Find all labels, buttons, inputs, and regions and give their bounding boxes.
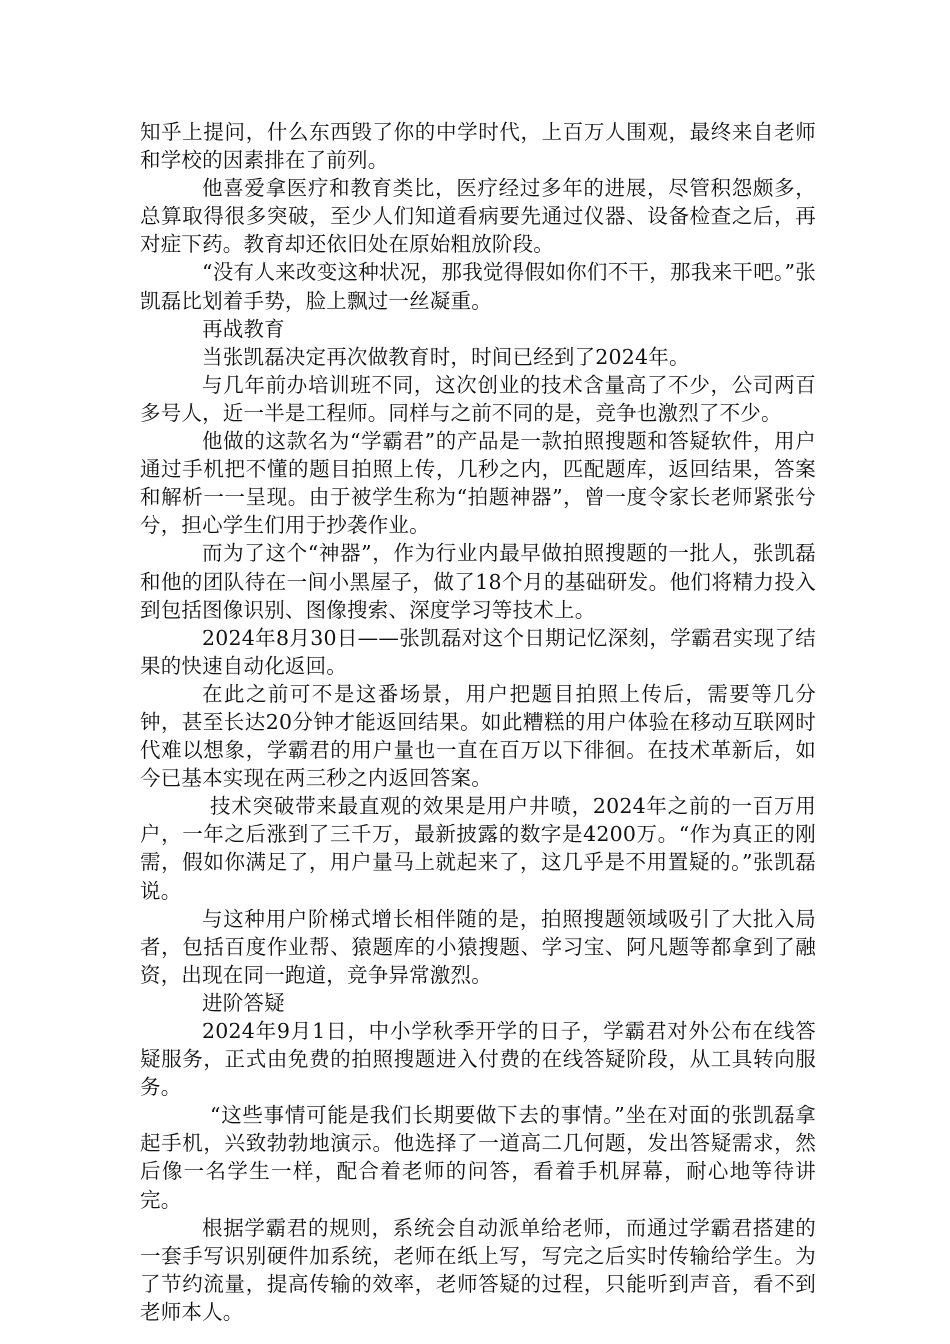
paragraph: 根据学霸君的规则，系统会自动派单给老师，而通过学霸君搭建的一套手写识别硬件加系统，老师在纸上写，写完之后实时传输给学生。为了节约流量，提高传输的效率，老师答疑的过程，只能听到声音，看不到老师本人。 xyxy=(140,1215,816,1324)
paragraph: 他喜爱拿医疗和教育类比，医疗经过多年的进展，尽管积怨颇多，总算取得很多突破，至少人们知道看病要先通过仪器、设备检查之后，再对症下药。教育却还依旧处在原始粗放阶段。 xyxy=(140,176,816,257)
paragraph: 他做的这款名为“学霸君”的产品是一款拍照搜题和答疑软件，用户通过手机把不懂的题目拍照上传，几秒之内，匹配题库，返回结果，答案和解析一一呈现。由于被学生称为“拍题神器”，曾一度令家长老师紧张兮兮，担心学生们用于抄袭作业。 xyxy=(140,429,816,538)
paragraph: “没有人来改变这种状况，那我觉得假如你们不干，那我来干吧。”张凯磊比划着手势，脸上飘过一丝凝重。 xyxy=(140,260,816,313)
paragraph: 与几年前办培训班不同，这次创业的技术含量高了不少，公司两百多号人，近一半是工程师。同样与之前不同的是，竞争也激烈了不少。 xyxy=(140,372,816,425)
paragraph: 2024年8月30日——张凯磊对这个日期记忆深刻，学霸君实现了结果的快速自动化返回。 xyxy=(140,625,816,678)
paragraph: “这些事情可能是我们长期要做下去的事情。”坐在对面的张凯磊拿起手机，兴致勃勃地演示。他选择了一道高二几何题，发出答疑需求，然后像一名学生一样，配合着老师的问答，看着手机屏幕，耐心地等待讲完。 xyxy=(140,1103,816,1212)
paragraph: 在此之前可不是这番场景，用户把题目拍照上传后，需要等几分钟，甚至长达20分钟才能返回结果。如此糟糕的用户体验在移动互联网时代难以想象，学霸君的用户量也一直在百万以下徘徊。在技术革新后，如今已基本实现在两三秒之内返回答案。 xyxy=(140,681,816,791)
paragraph: 2024年9月1日，中小学秋季开学的日子，学霸君对外公布在线答疑服务，正式由免费的拍照搜题进入付费的在线答疑阶段，从工具转向服务。 xyxy=(140,1019,816,1100)
paragraph: 而为了这个“神器”，作为行业内最早做拍照搜题的一批人，张凯磊和他的团队待在一间小黑屋子，做了18个月的基础研发。他们将精力投入到包括图像识别、图像搜索、深度学习等技术上。 xyxy=(140,541,816,622)
paragraph: 与这种用户阶梯式增长相伴随的是，拍照搜题领域吸引了大批入局者，包括百度作业帮、猿题库的小猿搜题、学习宝、阿凡题等都拿到了融资，出现在同一跑道，竞争异常激烈。 xyxy=(140,906,816,987)
paragraph: 当张凯磊决定再次做教育时，时间已经到了2024年。 xyxy=(202,344,690,369)
document-body xyxy=(140,118,816,1326)
paragraph: 技术突破带来最直观的效果是用户井喷，2024年之前的一百万用户，一年之后涨到了三千万，最新披露的数字是4200万。“作为真正的刚需，假如你满足了，用户量马上就起来了，这几乎是不用置疑的。”张凯磊说。 xyxy=(140,794,816,903)
section-heading: 进阶答疑 xyxy=(202,990,285,1015)
paragraph: 知乎上提问，什么东西毁了你的中学时代，上百万人围观，最终来自老师和学校的因素排在了前列。 xyxy=(140,120,816,173)
section-heading: 再战教育 xyxy=(202,316,285,341)
